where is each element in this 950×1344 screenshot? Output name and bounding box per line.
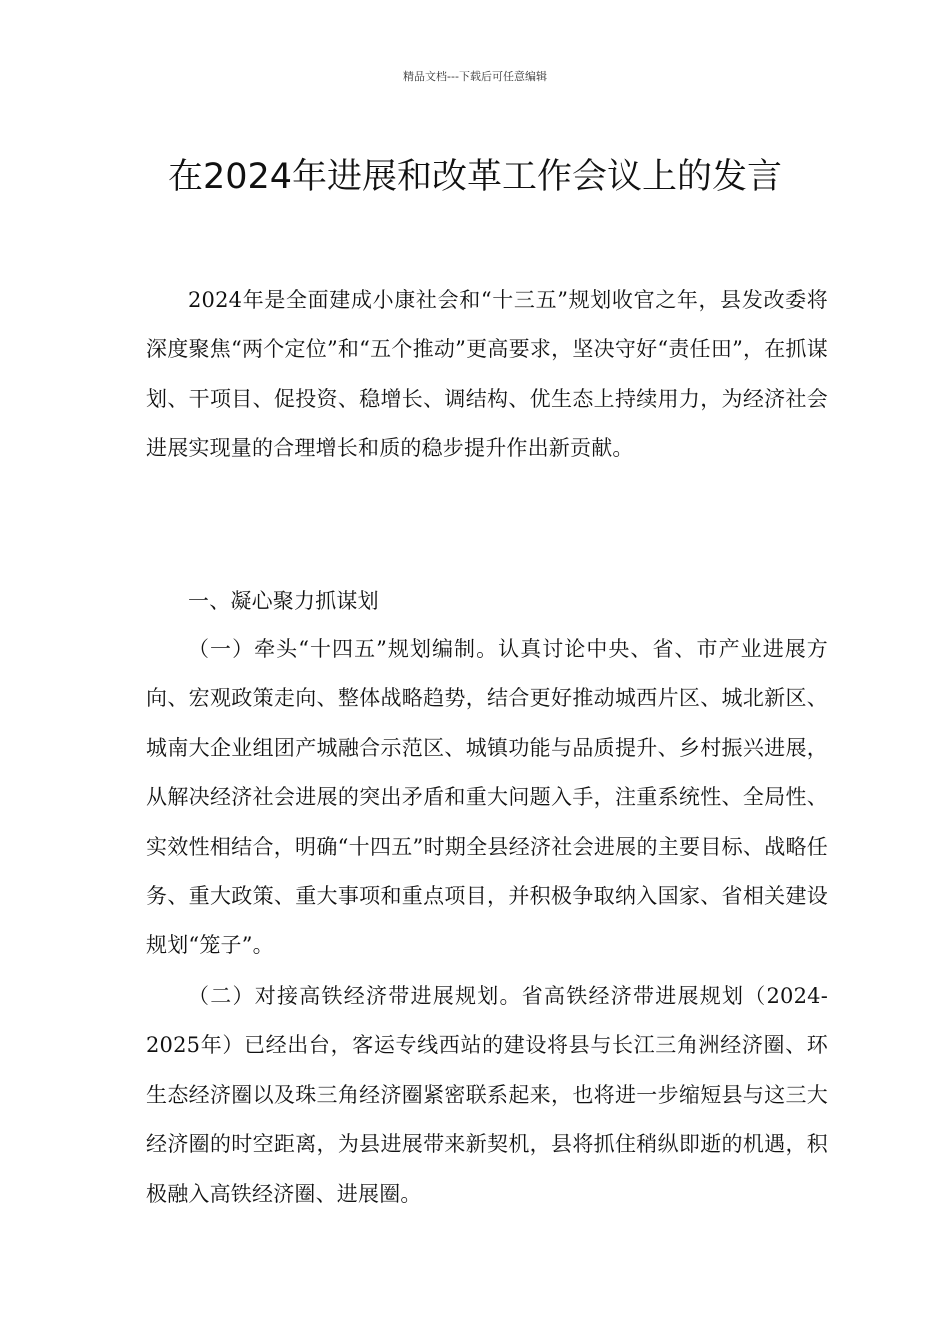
page-header: 精品文档---下载后可任意编辑 xyxy=(403,70,547,83)
paragraph-section-1 xyxy=(146,625,828,971)
paragraph-text: （二）对接高铁经济带进展规划。省高铁经济带进展规划（2024-2025年）已经出台，客运专线西站的建设将县与长江三角洲经济圈、环生态经济圈以及珠三角经济圈紧密联系起来，也将进一步缩短县与这三大经济圈的时空距离，为县进展带来新契机，县将抓住稍纵即逝的机遇，积极融入高铁经济圈、进展圈。 xyxy=(146,984,828,1206)
section-heading xyxy=(146,577,828,626)
paragraph-text: （一）牵头“十四五”规划编制。认真讨论中央、省、市产业进展方向、宏观政策走向、整体战略趋势，结合更好推动城西片区、城北新区、城南大企业组团产城融合示范区、城镇功能与品质提升、乡村振兴进展，从解决经济社会进展的突出矛盾和重大问题入手，注重系统性、全局性、实效性相结合，明确“十四五”时期全县经济社会进展的主要目标、战略任务、重大政策、重大事项和重点项目，并积极争取纳入国家、省相关建设规划“笼子”。 xyxy=(146,637,828,958)
section-heading-text: 一、凝心聚力抓谋划 xyxy=(188,589,379,613)
paragraph-section-2 xyxy=(146,972,828,1219)
paragraph-text: 2024年是全面建成小康社会和“十三五”规划收官之年，县发改委将深度聚焦“两个定位”和“五个推动”更高要求，坚决守好“责任田”，在抓谋划、干项目、促投资、稳增长、调结构、优生态上持续用力，为经济社会进展实现量的合理增长和质的稳步提升作出新贡献。 xyxy=(146,288,828,461)
paragraph-intro xyxy=(146,276,828,474)
document-title: 在2024年进展和改革工作会议上的发言 xyxy=(167,157,783,198)
